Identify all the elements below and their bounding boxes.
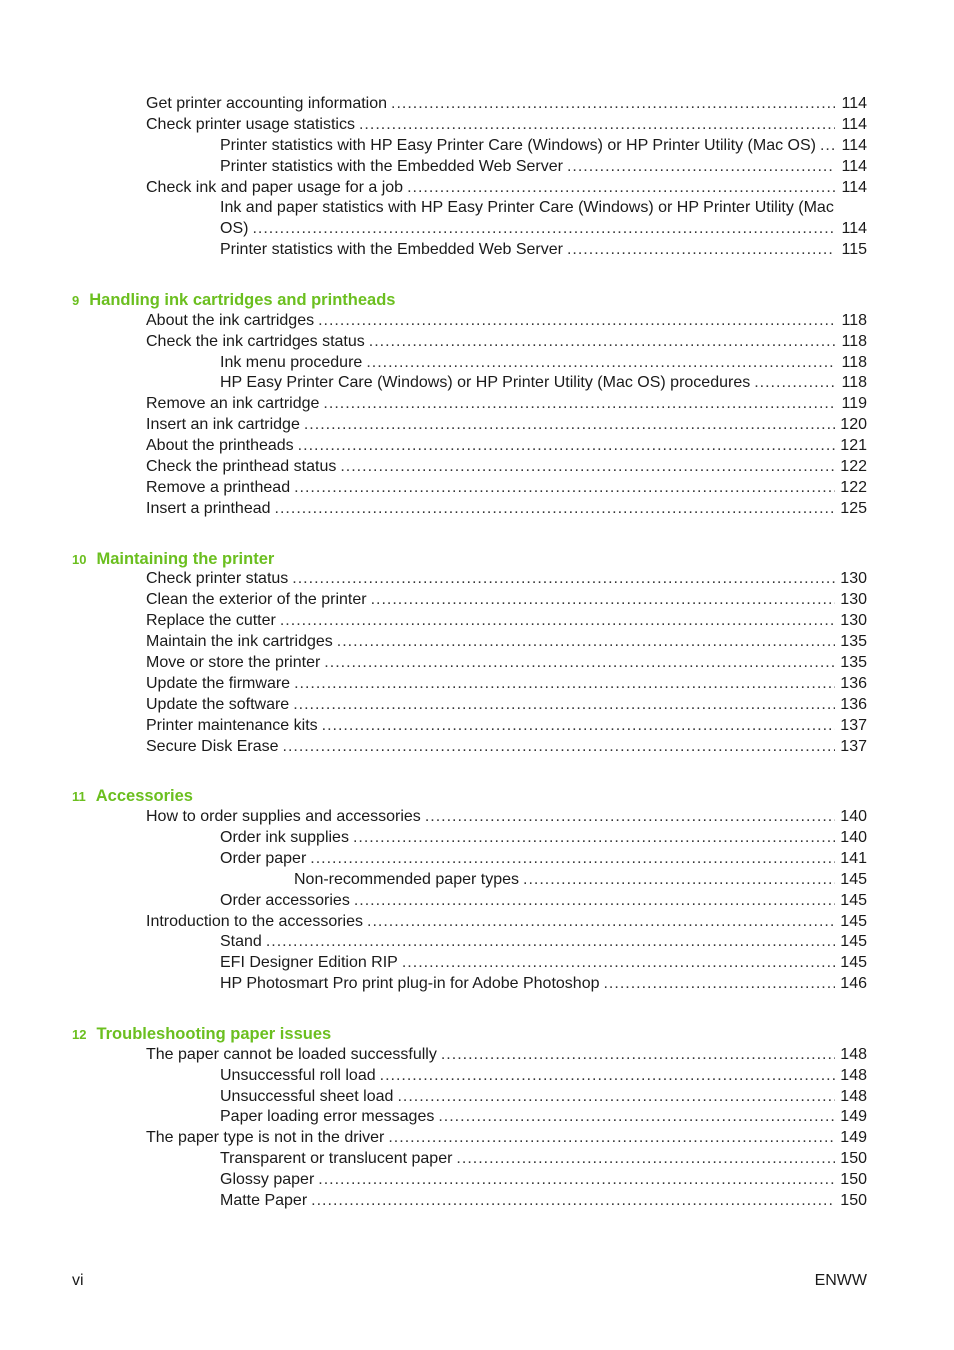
toc-entry[interactable] — [0, 415, 954, 436]
chapter-title: Troubleshooting paper issues — [96, 1024, 332, 1043]
toc-entry-page: 145 — [840, 912, 867, 930]
toc-entry-page: 135 — [840, 653, 867, 671]
toc-entry-page: 122 — [840, 478, 867, 496]
dot-leader — [340, 457, 835, 478]
toc-entry[interactable] — [0, 695, 954, 716]
toc-entry[interactable] — [0, 849, 954, 870]
dot-leader — [324, 653, 835, 674]
toc-entry-title: HP Easy Printer Care (Windows) or HP Printer Utility (Mac OS) procedures — [220, 374, 751, 392]
dot-leader — [311, 1191, 835, 1212]
chapter-number: 12 — [72, 1026, 87, 1042]
dot-leader — [366, 353, 835, 374]
toc-entry-title: Glossy paper — [220, 1171, 315, 1189]
toc-entry[interactable] — [0, 611, 954, 632]
toc-entry-page: 118 — [841, 353, 867, 371]
toc-entry-page: 145 — [840, 954, 867, 972]
toc-entry-title: Get printer accounting information — [146, 95, 388, 112]
chapter-heading[interactable] — [0, 786, 954, 807]
toc-entry[interactable] — [0, 1066, 954, 1087]
toc-entry-title-line: Ink and paper statistics with HP Easy Printer Care (Windows) or HP Printer Utility (Mac — [220, 199, 834, 217]
toc-entry-title: Paper loading error messages — [220, 1108, 435, 1126]
toc-entry-title: OS) — [220, 220, 249, 238]
toc-entry-title: Update the software — [146, 695, 290, 713]
dot-leader — [441, 1045, 835, 1066]
toc-entry-page: 145 — [840, 870, 867, 888]
toc-entry-title: HP Photosmart Pro print plug-in for Adobe Photoshop — [220, 975, 600, 993]
toc-entry-title: The paper type is not in the driver — [146, 1129, 385, 1147]
toc-entry[interactable] — [0, 674, 954, 695]
toc-entry[interactable] — [0, 1128, 954, 1149]
chapter-heading[interactable] — [0, 1024, 954, 1045]
toc-entry-title: Non-recommended paper types — [294, 870, 520, 888]
toc-entry-page: 145 — [840, 933, 867, 951]
dot-leader — [322, 716, 835, 737]
toc-entry-page: 140 — [840, 808, 867, 826]
toc-entry-page: 141 — [840, 849, 867, 867]
dot-leader — [283, 737, 836, 758]
toc-entry-page: 137 — [840, 737, 867, 755]
toc-entry-page: 114 — [841, 220, 867, 238]
toc-entry-title: The paper cannot be loaded successfully — [146, 1045, 437, 1063]
toc-entry[interactable] — [0, 737, 954, 758]
toc-entry[interactable] — [0, 178, 954, 199]
toc-entry[interactable] — [0, 1045, 954, 1066]
toc-entry[interactable] — [0, 653, 954, 674]
toc-entry[interactable] — [0, 1107, 954, 1128]
toc-entry-page: 114 — [841, 157, 867, 175]
toc-entry[interactable] — [0, 807, 954, 828]
dot-leader — [359, 115, 835, 136]
toc-entry-title: Replace the cutter — [146, 612, 276, 630]
toc-entry-title: Remove an ink cartridge — [146, 395, 320, 413]
dot-leader — [391, 94, 835, 115]
toc-entry[interactable] — [0, 332, 954, 353]
dot-leader — [310, 849, 835, 870]
chapter-title: Handling ink cartridges and printheads — [89, 290, 396, 309]
page-footer — [72, 1272, 867, 1290]
toc-entry[interactable] — [0, 590, 954, 611]
chapter-number: 11 — [72, 789, 86, 805]
toc-entry-page: 125 — [840, 499, 867, 517]
toc-entry-page: 118 — [841, 374, 867, 392]
toc-entry[interactable] — [0, 891, 954, 912]
toc-entry-title: Check ink and paper usage for a job — [146, 178, 404, 196]
toc-entry[interactable] — [0, 436, 954, 457]
dot-leader — [266, 932, 835, 953]
dot-leader — [353, 828, 835, 849]
dot-leader — [275, 499, 835, 520]
toc-entry-page: 136 — [840, 674, 867, 692]
toc-entry-page: 122 — [840, 458, 867, 476]
toc-entry[interactable] — [0, 136, 954, 157]
dot-leader — [292, 569, 835, 590]
toc-entry-page: 140 — [840, 829, 867, 846]
toc-entry-title: Order ink supplies — [220, 829, 349, 846]
dot-leader — [318, 311, 835, 332]
toc-entry-title: Check printer status — [146, 570, 289, 588]
chapter-number: 10 — [72, 551, 87, 567]
toc-entry-page: 114 — [841, 95, 867, 112]
toc-entry-title: Matte Paper — [220, 1192, 308, 1210]
dot-leader — [354, 891, 835, 912]
table-of-contents — [0, 94, 954, 1212]
dot-leader — [567, 157, 835, 178]
toc-entry[interactable] — [0, 632, 954, 653]
toc-entry[interactable] — [0, 94, 954, 115]
dot-leader — [754, 373, 835, 394]
toc-entry[interactable] — [0, 828, 954, 849]
toc-entry[interactable] — [0, 394, 954, 415]
chapter-heading[interactable] — [0, 290, 954, 311]
toc-entry[interactable] — [0, 974, 954, 995]
toc-entry-page: 148 — [840, 1087, 867, 1105]
toc-entry[interactable] — [0, 1087, 954, 1108]
chapter-title: Maintaining the printer — [96, 549, 275, 568]
toc-entry-title: Printer maintenance kits — [146, 716, 318, 734]
toc-entry[interactable] — [0, 478, 954, 499]
toc-entry-page: 120 — [840, 416, 867, 434]
toc-entry[interactable] — [0, 716, 954, 737]
dot-leader — [280, 611, 835, 632]
dot-leader — [337, 632, 835, 653]
toc-entry[interactable] — [0, 157, 954, 178]
toc-entry-title: Ink menu procedure — [220, 353, 363, 371]
toc-entry-title: Unsuccessful roll load — [220, 1066, 376, 1084]
toc-entry-page: 118 — [841, 311, 867, 329]
toc-entry-title: Update the firmware — [146, 674, 291, 692]
toc-entry-page: 121 — [840, 437, 867, 455]
toc-entry-page: 150 — [840, 1171, 867, 1189]
toc-entry-title: Insert a printhead — [146, 499, 271, 517]
toc-entry-title: Order accessories — [220, 891, 350, 909]
dot-leader — [294, 674, 835, 695]
toc-entry-title: How to order supplies and accessories — [146, 808, 421, 826]
toc-entry[interactable] — [0, 373, 954, 394]
toc-entry-page: 114 — [841, 178, 867, 196]
chapter-title: Accessories — [95, 787, 193, 806]
toc-entry-page: 150 — [840, 1192, 867, 1210]
toc-entry-page: 130 — [840, 570, 867, 588]
toc-entry-page: 135 — [840, 633, 867, 651]
dot-leader — [456, 1149, 835, 1170]
toc-entry-page: 148 — [840, 1066, 867, 1084]
toc-entry-page: 119 — [841, 395, 867, 413]
dot-leader — [318, 1170, 835, 1191]
toc-entry-title: Move or store the printer — [146, 653, 321, 671]
toc-entry-title: Check the printhead status — [146, 458, 337, 476]
toc-entry-page: 148 — [840, 1045, 867, 1063]
toc-entry[interactable] — [0, 870, 954, 891]
dot-leader — [603, 974, 835, 995]
toc-entry-title: Printer statistics with HP Easy Printer Care (Windows) or HP Printer Utility (Mac OS) — [220, 136, 816, 154]
dot-leader — [380, 1066, 835, 1087]
toc-entry[interactable] — [0, 932, 954, 953]
toc-entry-title: About the printheads — [146, 437, 294, 455]
toc-entry-page: 130 — [840, 591, 867, 609]
toc-entry-page: 114 — [841, 136, 867, 154]
dot-leader — [252, 219, 835, 240]
toc-entry[interactable] — [0, 115, 954, 136]
dot-leader — [304, 415, 835, 436]
toc-entry[interactable] — [0, 311, 954, 332]
dot-leader — [523, 870, 835, 891]
toc-entry-page: 118 — [841, 332, 867, 350]
toc-entry-page: 146 — [840, 975, 867, 993]
chapter-heading[interactable] — [0, 549, 954, 570]
toc-entry-title: Printer statistics with the Embedded Web Server — [220, 241, 563, 259]
toc-entry-title: Transparent or translucent paper — [220, 1150, 453, 1168]
toc-entry-page: 137 — [840, 716, 867, 734]
toc-entry[interactable] — [0, 219, 954, 240]
toc-entry[interactable] — [0, 569, 954, 590]
dot-leader — [820, 136, 835, 157]
toc-entry-page: 130 — [840, 612, 867, 630]
toc-entry-page: 149 — [840, 1108, 867, 1126]
dot-leader — [438, 1107, 835, 1128]
toc-entry-page: 115 — [841, 241, 867, 259]
dot-leader — [298, 436, 835, 457]
toc-entry-title: Check printer usage statistics — [146, 115, 355, 133]
toc-entry[interactable] — [0, 240, 954, 261]
toc-entry-title: EFI Designer Edition RIP — [220, 954, 398, 972]
toc-entry-title: Secure Disk Erase — [146, 737, 279, 755]
toc-entry-title: Clean the exterior of the printer — [146, 591, 367, 609]
dot-leader — [397, 1087, 835, 1108]
toc-entry[interactable] — [0, 1149, 954, 1170]
toc-entry[interactable] — [0, 1170, 954, 1191]
toc-entry-title: Printer statistics with the Embedded Web Server — [220, 157, 563, 175]
dot-leader — [567, 240, 835, 261]
toc-entry-title: Stand — [220, 933, 262, 951]
page-number: vi — [72, 1272, 84, 1289]
toc-entry-title: Unsuccessful sheet load — [220, 1087, 394, 1105]
dot-leader — [371, 590, 835, 611]
dot-leader — [402, 953, 835, 974]
toc-entry-title: Order paper — [220, 849, 307, 867]
chapter-number: 9 — [72, 292, 80, 308]
toc-entry-title: Introduction to the accessories — [146, 912, 364, 930]
toc-entry-title: Maintain the ink cartridges — [146, 633, 333, 651]
toc-entry-title: Insert an ink cartridge — [146, 416, 300, 434]
toc-entry-page: 149 — [840, 1129, 867, 1147]
document-code: ENWW — [814, 1272, 867, 1289]
toc-entry-page: 136 — [840, 695, 867, 713]
dot-leader — [407, 178, 835, 199]
toc-entry-page: 145 — [840, 891, 867, 909]
toc-entry[interactable] — [0, 499, 954, 520]
toc-entry[interactable] — [0, 353, 954, 374]
toc-entry[interactable] — [0, 457, 954, 478]
dot-leader — [367, 912, 835, 933]
dot-leader — [425, 807, 835, 828]
toc-entry[interactable] — [0, 912, 954, 933]
dot-leader — [293, 695, 835, 716]
dot-leader — [369, 332, 835, 353]
dot-leader — [323, 394, 835, 415]
toc-entry-title: Remove a printhead — [146, 478, 291, 496]
toc-entry[interactable] — [0, 953, 954, 974]
toc-entry-title: Check the ink cartridges status — [146, 332, 365, 350]
toc-entry[interactable] — [0, 1191, 954, 1212]
dot-leader — [388, 1128, 835, 1149]
toc-entry-page: 150 — [840, 1150, 867, 1168]
toc-entry-page: 114 — [841, 115, 867, 133]
dot-leader — [294, 478, 835, 499]
toc-entry-title: About the ink cartridges — [146, 311, 315, 329]
